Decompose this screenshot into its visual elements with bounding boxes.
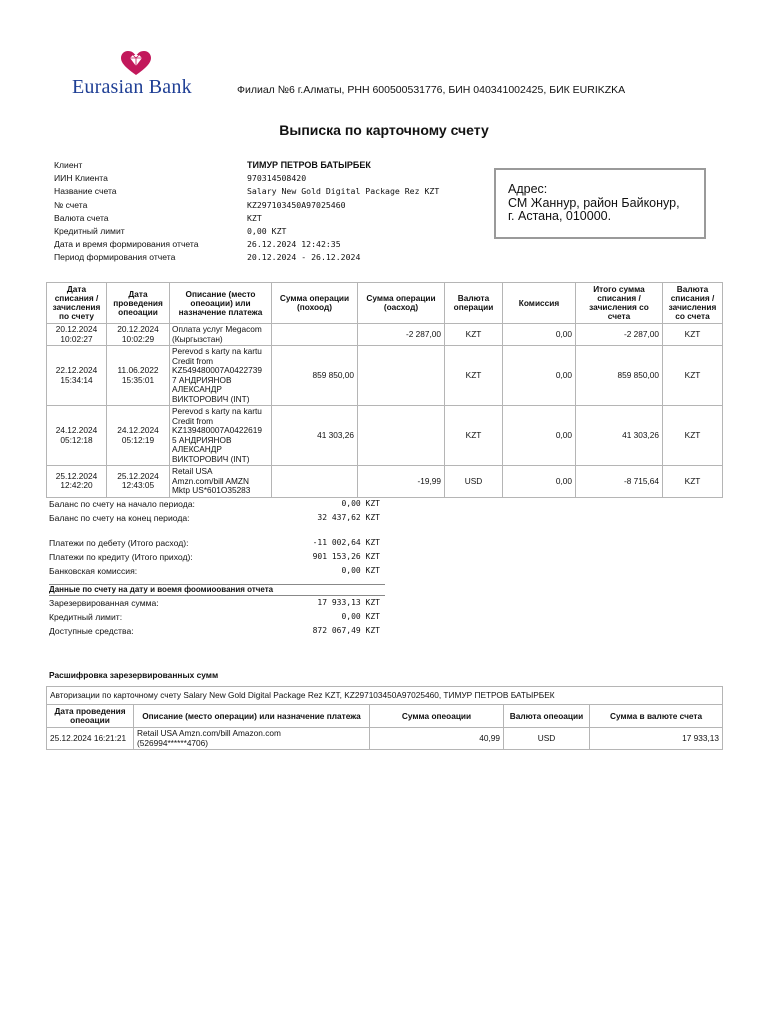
summary-label: Баланс по счету на конец периода: <box>49 513 190 523</box>
info-label: Валюта счета <box>54 212 109 223</box>
expense-cell: -2 287,00 <box>358 324 445 346</box>
column-header: Описание (место операции) или назначение платежа <box>134 705 370 728</box>
auth-row <box>47 687 723 705</box>
balance-start-row <box>49 497 385 511</box>
column-header: Описание (место опеоации) или назначение платежа <box>170 283 272 324</box>
summary-label: Зарезервированная сумма: <box>49 598 159 608</box>
column-header: Сумма операции (похоод) <box>272 283 358 324</box>
info-label: ИИН Клиента <box>54 173 108 184</box>
account-amount-cell: 17 933,13 <box>590 728 723 750</box>
info-value: KZT <box>247 212 262 223</box>
debit-total-row <box>49 536 385 550</box>
table-row <box>47 346 723 406</box>
summary-value: 872 067,49 KZT <box>312 626 380 635</box>
info-value: 0,00 KZT <box>247 225 287 236</box>
income-cell: 41 303,26 <box>272 406 358 466</box>
column-header: Валюта опеоации <box>504 705 590 728</box>
info-value: 970314508420 <box>247 173 307 184</box>
operation-date-cell: 11.06.2022 15:35:01 <box>107 346 170 406</box>
expense-cell: -19,99 <box>358 466 445 498</box>
posted-date-cell: 24.12.2024 05:12:18 <box>47 406 107 466</box>
summary-label: Кредитный лимит: <box>49 612 123 622</box>
currency-cell: KZT <box>445 406 503 466</box>
description-text: Perevod s karty na kartu Credit from KZ139480007A0422619 5 АНДРИЯНОВ АЛЕКСАНДР ВИКТОРОВИЧ (INT) <box>172 406 262 464</box>
balance-end-row <box>49 511 385 525</box>
currency-cell: KZT <box>445 324 503 346</box>
expense-cell <box>358 346 445 406</box>
reserved-amount-row <box>49 596 385 610</box>
posted-date-cell: 20.12.2024 10:02:27 <box>47 324 107 346</box>
description-cell <box>170 324 272 346</box>
income-cell <box>272 466 358 498</box>
total-cell: -8 715,64 <box>576 466 663 498</box>
currency-cell: USD <box>504 728 590 750</box>
total-cell: 41 303,26 <box>576 406 663 466</box>
column-header: Сумма операции (оасход) <box>358 283 445 324</box>
column-header: Сумма в валюте счета <box>590 705 723 728</box>
description-cell <box>134 728 370 750</box>
summary-value: -11 002,64 KZT <box>312 538 380 547</box>
info-value: 20.12.2024 - 26.12.2024 <box>247 252 361 263</box>
address-line: г. Астана, 010000. <box>508 209 612 223</box>
info-value: 26.12.2024 12:42:35 <box>247 239 341 250</box>
operation-date-cell: 25.12.2024 16:21:21 <box>47 728 134 750</box>
summary-label: Банковская комиссия: <box>49 566 138 576</box>
account-currency-cell: KZT <box>663 324 723 346</box>
summary-label: Платежи по дебету (Итого расход): <box>49 538 189 548</box>
authorization-line: Авторизации по карточному счету Salary New Gold Digital Package Rez KZT, KZ297103450A97025460, ТИМУР ПЕТРОВ БАТЫРБЕК <box>47 687 723 705</box>
available-funds-row <box>49 624 385 638</box>
fee-cell: 0,00 <box>503 466 576 498</box>
info-label: Название счета <box>54 186 117 197</box>
bank-name: Eurasian Bank <box>72 76 192 98</box>
summary-value: 0,00 KZT <box>341 612 380 621</box>
summary-label: Баланс по счету на начало периода: <box>49 499 195 509</box>
total-cell: 859 850,00 <box>576 346 663 406</box>
column-header: Итого сумма списания / зачисления со счета <box>576 283 663 324</box>
operation-date-cell: 25.12.2024 12:43:05 <box>107 466 170 498</box>
summary-value: 0,00 KZT <box>341 566 380 575</box>
summary-value: 901 153,26 KZT <box>312 552 380 561</box>
total-cell: -2 287,00 <box>576 324 663 346</box>
column-header: Валюта списания / зачисления со счета <box>663 283 723 324</box>
info-label: № счета <box>54 199 88 210</box>
summary-value: 17 933,13 KZT <box>317 598 380 607</box>
spacer <box>49 525 385 536</box>
address-label: Адрес: <box>508 182 548 196</box>
info-label: Дата и время формирования отчета <box>54 239 199 250</box>
address-line: СМ Жаннур, район Байконур, <box>508 195 680 210</box>
info-label: Кредитный лимит <box>54 225 125 236</box>
diamond-heart-icon <box>120 50 152 76</box>
fee-cell: 0,00 <box>503 346 576 406</box>
account-currency-cell: KZT <box>663 346 723 406</box>
operation-date-cell: 24.12.2024 05:12:19 <box>107 406 170 466</box>
description-cell <box>170 466 272 498</box>
info-value: Salary New Gold Digital Package Rez KZT <box>247 186 440 197</box>
table-row <box>47 324 723 346</box>
summary-value: 0,00 KZT <box>341 499 380 508</box>
report-section-heading: Данные по счету на дату и воемя фоомиоования отчета <box>49 584 385 596</box>
table-header-row <box>47 283 723 324</box>
currency-cell: USD <box>445 466 503 498</box>
info-value: KZ297103450A97025460 <box>247 199 346 210</box>
table-header-row <box>47 705 723 728</box>
reserved-section-title: Расшифровка зарезервированных сумм <box>49 670 219 680</box>
address-box <box>494 168 706 239</box>
info-label: Клиент <box>54 160 83 170</box>
table-row <box>47 466 723 498</box>
balance-summary <box>49 497 385 638</box>
expense-cell <box>358 406 445 466</box>
posted-date-cell: 25.12.2024 12:42:20 <box>47 466 107 498</box>
transactions-table <box>46 282 723 498</box>
description-text: Retail USA Amzn.com/bill AMZN Mktp US*601O35283 <box>172 466 251 495</box>
income-cell: 859 850,00 <box>272 346 358 406</box>
operation-date-cell: 20.12.2024 10:02:29 <box>107 324 170 346</box>
description-text: Оплата услуг Megacom (Кыргызстан) <box>172 324 262 344</box>
currency-cell: KZT <box>445 346 503 406</box>
column-header: Дата списания / зачисления по счету <box>47 283 107 324</box>
summary-value: 32 437,62 KZT <box>317 513 380 522</box>
branch-details: Филиал №6 г.Алматы, РНН 600500531776, БИН 040341002425, БИК EURIKZKA <box>237 84 626 96</box>
column-header: Сумма опеоации <box>370 705 504 728</box>
summary-label: Платежи по кредиту (Итого приход): <box>49 552 193 562</box>
description-cell <box>170 346 272 406</box>
info-label: Период формирования отчета <box>54 252 176 263</box>
description-cell <box>170 406 272 466</box>
bank-fee-row <box>49 564 385 578</box>
account-currency-cell: KZT <box>663 466 723 498</box>
summary-label: Доступные средства: <box>49 626 134 636</box>
amount-cell: 40,99 <box>370 728 504 750</box>
statement-title: Выписка по карточному счету <box>279 122 489 138</box>
income-cell <box>272 324 358 346</box>
credit-limit-row <box>49 610 385 624</box>
info-value: ТИМУР ПЕТРОВ БАТЫРБЕК <box>247 160 371 170</box>
bank-logo <box>72 50 212 100</box>
table-row <box>47 406 723 466</box>
column-header: Дата проведения опеоации <box>107 283 170 324</box>
description-text: Perevod s karty na kartu Credit from KZ549480007A0422739 7 АНДРИЯНОВ АЛЕКСАНДР ВИКТОРОВИЧ (INT) <box>172 346 262 404</box>
column-header: Дата проведения опеоации <box>47 705 134 728</box>
posted-date-cell: 22.12.2024 15:34:14 <box>47 346 107 406</box>
description-text: Retail USA Amzn.com/bill Amazon.com (526994******4706) <box>137 728 281 748</box>
table-row <box>47 728 723 750</box>
reserved-table <box>46 686 723 750</box>
column-header: Валюта операции <box>445 283 503 324</box>
fee-cell: 0,00 <box>503 406 576 466</box>
fee-cell: 0,00 <box>503 324 576 346</box>
column-header: Комиссия <box>503 283 576 324</box>
credit-total-row <box>49 550 385 564</box>
account-currency-cell: KZT <box>663 406 723 466</box>
